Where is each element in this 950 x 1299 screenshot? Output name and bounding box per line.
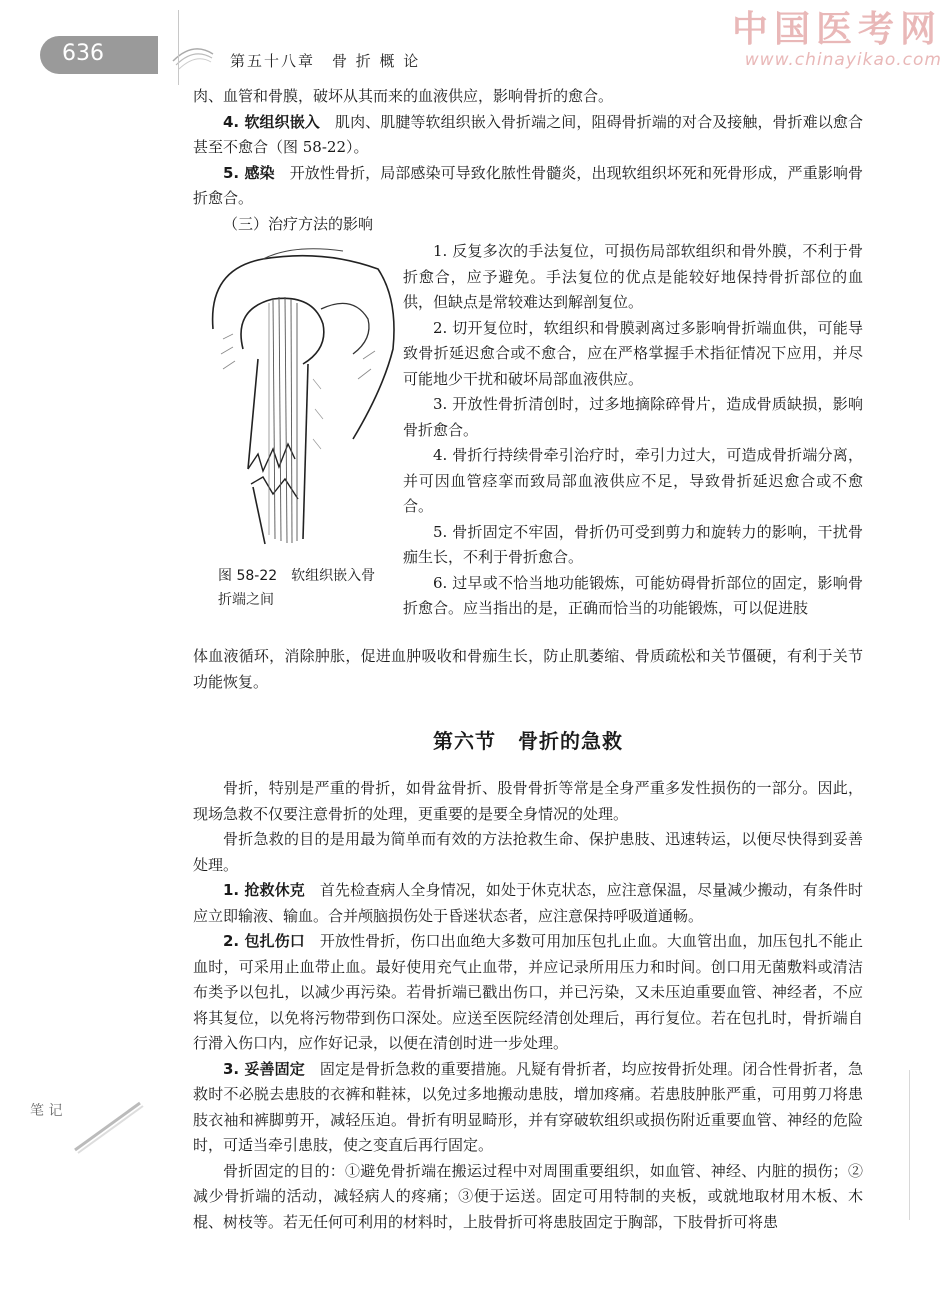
- treatment-item: 6. 过早或不恰当地功能锻炼，可能妨碍骨折部位的固定，影响骨折愈合。应当指出的是，正确而恰当的功能锻炼，可以促进肢: [403, 573, 863, 617]
- page-content: [193, 84, 863, 1235]
- treatment-item: 3. 开放性骨折清创时，过多地摘除碎骨片，造成骨质缺损，影响骨折愈合。: [403, 395, 863, 439]
- page-number: 636: [62, 41, 104, 66]
- section-paragraph-wound: 2. 包扎伤口 开放性骨折，伤口出血绝大多数可用加压包扎止血。大血管出血，加压包扎不能止血时，可采用止血带止血。最好使用充气止血带，并应记录所用压力和时间。创口用无菌敷料或清洁布类予以包扎，以减少再污染。若骨折端已戳出伤口，并已污染，又未压迫重要血管、神经者，不应将其复位，以免将污物带到伤口深处。应送至医院经清创处理后，再行复位。若在包扎时，骨折端自行滑入伤口内，应作好记录，以便在清创时进一步处理。: [193, 932, 863, 1052]
- section-paragraph-fixation: 3. 妥善固定 固定是骨折急救的重要措施。凡疑有骨折者，均应按骨折处理。闭合性骨折者，急救时不必脱去患肢的衣裤和鞋袜，以免过多地搬动患肢，增加疼痛。若患肢肿胀严重，可用剪刀将患肢衣袖和裤脚剪开，减轻压迫。骨折有明显畸形，并有穿破软组织或损伤附近重要血管、神经的危险时，可适当牵引患肢，使之变直后再行固定。: [193, 1059, 863, 1154]
- treatment-item: 1. 反复多次的手法复位，可损伤局部软组织和骨外膜，不利于骨折愈合，应予避免。手法复位的优点是能较好地保持骨折部位的血供，但缺点是常较难达到解剖复位。: [403, 242, 863, 311]
- watermark: [712, 10, 942, 70]
- treatment-item: 5. 骨折固定不牢固，骨折仍可受到剪力和旋转力的影响，干扰骨痂生长，不利于骨折愈合。: [403, 522, 863, 566]
- figure-float-block: [193, 239, 863, 644]
- section-paragraph-purpose: 骨折固定的目的：①避免骨折端在搬运过程中对周围重要组织，如血管、神经、内脏的损伤；②减少骨折端的活动，减轻病人的疼痛；③便于运送。固定可用特制的夹板，或就地取材用木板、木棍、树枝等。若无任何可利用的材料时，上肢骨折可将患肢固定于胸部，下肢骨折可将患: [193, 1161, 863, 1231]
- gutter-line: [178, 10, 179, 85]
- watermark-title: 中国医考网: [731, 9, 942, 50]
- paragraph-continuation: 肉、血管和骨膜，破坏从其而来的血液供应，影响骨折的愈合。: [193, 87, 614, 105]
- bone-illustration: [203, 239, 403, 559]
- section-title: [193, 725, 863, 754]
- treatment-item-continuation: 体血液循环，消除肿胀，促进血肿吸收和骨痂生长，防止肌萎缩、骨质疏松和关节僵硬，有利于关节功能恢复。: [193, 647, 863, 691]
- section-name: 骨折的急救: [518, 729, 623, 753]
- paragraph-soft-tissue: 4. 软组织嵌入 肌肉、肌腱等软组织嵌入骨折端之间，阻碍骨折端的对合及接触，骨折难以愈合甚至不愈合（图 58-22）。: [193, 112, 863, 156]
- treatment-item: 2. 切开复位时，软组织和骨膜剥离过多影响骨折端血供，可能导致骨折延迟愈合或不愈合，应在严格掌握手术指征情况下应用，并尽可能地少干扰和破坏局部血液供应。: [403, 318, 863, 388]
- paragraph-infection: 5. 感染 开放性骨折，局部感染可导致化脓性骨髓炎，出现软组织坏死和死骨形成，严重影响骨折愈合。: [193, 163, 863, 207]
- pencil-icon: [70, 1095, 150, 1155]
- figure-caption-line1: 图 58-22 软组织嵌入骨: [218, 568, 376, 584]
- section-number: 第六节: [433, 729, 496, 753]
- section-paragraph: 骨折，特别是严重的骨折，如骨盆骨折、股骨骨折等常是全身严重多发性损伤的一部分。因此，现场急救不仅要注意骨折的处理，更重要的是要全身情况的处理。: [193, 779, 863, 823]
- running-head: 第五十八章 骨 折 概 论: [230, 52, 421, 70]
- section-paragraph-shock: 1. 抢救休克 首先检查病人全身情况，如处于休克状态，应注意保温，尽量减少搬动，有条件时应立即输液、输血。合并颅脑损伤处于昏迷状态者，应注意保持呼吸道通畅。: [193, 881, 863, 925]
- treatment-item: 4. 骨折行持续骨牵引治疗时，牵引力过大，可造成骨折端分离，并可因血管痉挛而致局部血液供应不足，导致骨折延迟愈合或不愈合。: [403, 446, 863, 515]
- treatment-list: [403, 239, 863, 622]
- figure-caption: [218, 564, 398, 612]
- swirl-ornament-icon: [168, 36, 218, 76]
- margin-rule: [909, 1070, 910, 1220]
- margin-note: 笔 记: [30, 1103, 63, 1119]
- figure-58-22: [203, 239, 403, 559]
- subsection-heading: （三）治疗方法的影响: [223, 214, 374, 233]
- section-paragraph: 骨折急救的目的是用最为简单而有效的方法抢救生命、保护患肢、迅速转运，以便尽快得到妥善处理。: [193, 830, 863, 874]
- watermark-url: www.chinayikao.com: [744, 50, 942, 70]
- figure-caption-line2: 折端之间: [218, 592, 274, 608]
